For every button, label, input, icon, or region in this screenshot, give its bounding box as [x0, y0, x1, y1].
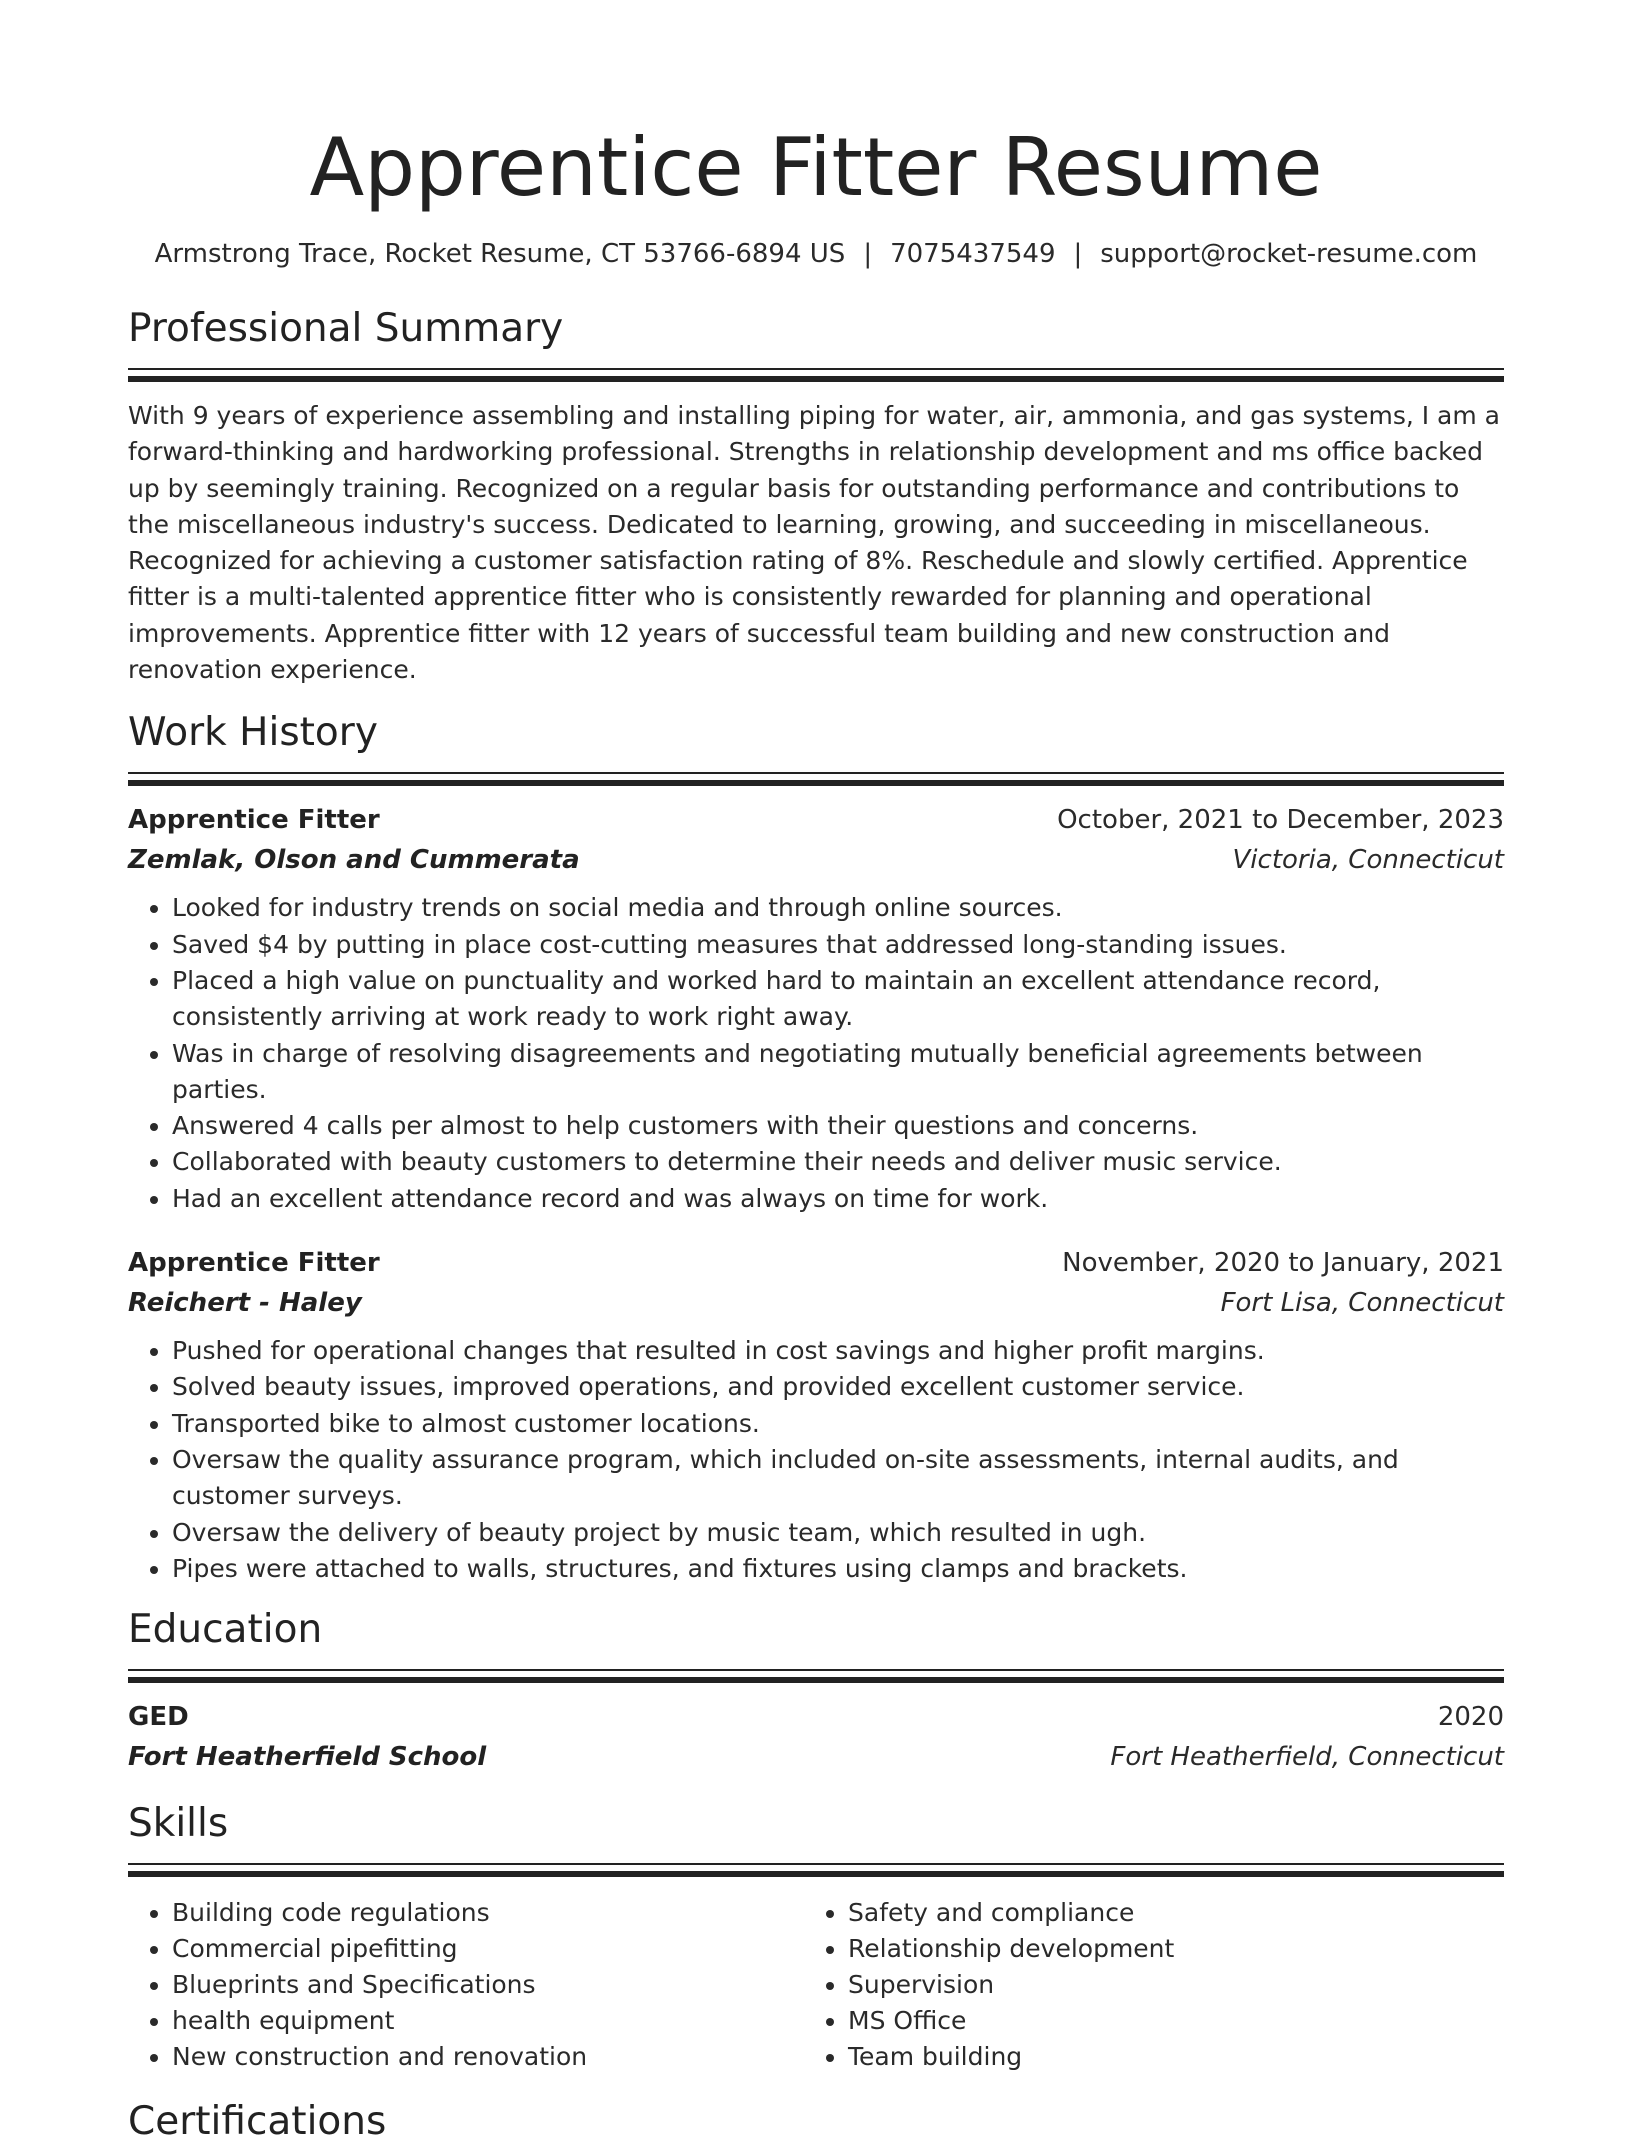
- job-location: Fort Lisa, Connecticut: [1220, 1288, 1504, 1319]
- section-divider: [128, 1669, 1504, 1685]
- education-year: 2020: [1437, 1702, 1504, 1733]
- job-bullet: • Solved beauty issues, improved operations, and provided excellent customer service.: [172, 1369, 1504, 1405]
- skill-item: • Safety and compliance: [848, 1895, 1480, 1931]
- job-sub-row: [128, 1283, 1504, 1323]
- section-divider: [128, 1863, 1504, 1879]
- contact-line: [128, 236, 1504, 272]
- job-header-row: [128, 1243, 1504, 1283]
- job-bullet: • Collaborated with beauty customers to determine their needs and deliver music service.: [172, 1144, 1504, 1180]
- job-entry: [128, 800, 1504, 1217]
- skills-column-right: [804, 1895, 1480, 2075]
- education-header-row: [128, 1697, 1504, 1737]
- job-bullet: • Saved $4 by putting in place cost-cutting measures that addressed long-standing issues.: [172, 927, 1504, 963]
- summary-heading: Professional Summary: [128, 306, 564, 351]
- job-bullet: • Placed a high value on punctuality and worked hard to maintain an excellent attendance record, consistently arriving at work ready to work right away.: [172, 963, 1504, 1036]
- job-bullets: [128, 890, 1504, 1217]
- job-title: Apprentice Fitter: [128, 805, 380, 836]
- section-divider: [128, 772, 1504, 788]
- job-title: Apprentice Fitter: [128, 1248, 380, 1279]
- job-dates: November, 2020 to January, 2021: [1062, 1248, 1504, 1279]
- skill-item: • New construction and renovation: [172, 2039, 804, 2075]
- education-degree: GED: [128, 1702, 189, 1733]
- job-company: Zemlak, Olson and Cummerata: [128, 845, 580, 876]
- contact-address: Armstrong Trace, Rocket Resume, CT 53766-6894 US: [154, 239, 846, 269]
- certifications-heading: Certifications: [128, 2099, 387, 2145]
- job-bullet: • Pushed for operational changes that resulted in cost savings and higher profit margins.: [172, 1333, 1504, 1369]
- education-heading: Education: [128, 1607, 323, 1653]
- skill-item: • Relationship development: [848, 1931, 1480, 1967]
- skills-section: [128, 1799, 1504, 2075]
- contact-email: support@rocket-resume.com: [1100, 239, 1478, 269]
- skills-columns: [128, 1895, 1504, 2075]
- job-bullet: • Oversaw the delivery of beauty project by music team, which resulted in ugh.: [172, 1515, 1504, 1551]
- education-school: Fort Heatherfield School: [128, 1742, 487, 1773]
- skill-item: • MS Office: [848, 2003, 1480, 2039]
- skill-item: • health equipment: [172, 2003, 804, 2039]
- job-bullet: • Transported bike to almost customer locations.: [172, 1406, 1504, 1442]
- skills-heading: Skills: [128, 1801, 229, 1847]
- job-header-row: [128, 800, 1504, 840]
- summary-text: With 9 years of experience assembling and installing piping for water, air, ammonia, and gas systems, I am a forward-thinking and hardworking professional. Strengths in relationship development and ms office backed up by seemingly training. Recognized on a regular basis for outstanding performance and contributions to the miscellaneous industry's success. Dedicated to learning, growing, and succeeding in miscellaneous. Recognized for achieving a customer satisfaction rating of 8%. Reschedule and slowly certified. Apprentice fitter is a multi-talented apprentice fitter who is consistently rewarded for planning and operational improvements. Apprentice fitter with 12 years of successful team building and new construction and renovation experience.: [128, 401, 1500, 685]
- skills-list: [128, 1895, 804, 2075]
- section-divider: [128, 368, 1504, 384]
- education-entry: [128, 1697, 1504, 1777]
- education-section: [128, 1605, 1504, 1777]
- skills-list: [804, 1895, 1480, 2075]
- skill-item: • Commercial pipefitting: [172, 1931, 804, 1967]
- job-location: Victoria, Connecticut: [1232, 845, 1504, 876]
- job-sub-row: [128, 840, 1504, 880]
- skill-item: • Building code regulations: [172, 1895, 804, 1931]
- job-bullet: • Oversaw the quality assurance program, which included on-site assessments, internal audits, and customer surveys.: [172, 1442, 1504, 1515]
- education-sub-row: [128, 1737, 1504, 1777]
- resume-page: [128, 0, 1504, 2147]
- skill-item: • Supervision: [848, 1967, 1480, 2003]
- work-heading: Work History: [128, 710, 378, 756]
- job-company: Reichert - Haley: [128, 1288, 362, 1319]
- skill-item: • Blueprints and Specifications: [172, 1967, 804, 2003]
- contact-separator: |: [1073, 239, 1083, 269]
- job-bullets: [128, 1333, 1504, 1587]
- summary-section: [128, 304, 1504, 688]
- resume-title: Apprentice Fitter Resume: [309, 121, 1323, 214]
- work-section: [128, 708, 1504, 1587]
- contact-phone: 7075437549: [890, 239, 1056, 269]
- job-bullet: • Looked for industry trends on social media and through online sources.: [172, 890, 1504, 926]
- job-bullet: • Pipes were attached to walls, structures, and fixtures using clamps and brackets.: [172, 1551, 1504, 1587]
- job-bullet: • Answered 4 calls per almost to help customers with their questions and concerns.: [172, 1108, 1504, 1144]
- job-dates: October, 2021 to December, 2023: [1057, 805, 1504, 836]
- contact-separator: |: [863, 239, 873, 269]
- skill-item: • Team building: [848, 2039, 1480, 2075]
- certifications-section: [128, 2097, 1504, 2147]
- job-bullet: • Was in charge of resolving disagreements and negotiating mutually beneficial agreements between parties.: [172, 1036, 1504, 1109]
- education-location: Fort Heatherfield, Connecticut: [1110, 1742, 1504, 1773]
- job-entry: [128, 1243, 1504, 1587]
- skills-column-left: [128, 1895, 804, 2075]
- job-bullet: • Had an excellent attendance record and was always on time for work.: [172, 1181, 1504, 1217]
